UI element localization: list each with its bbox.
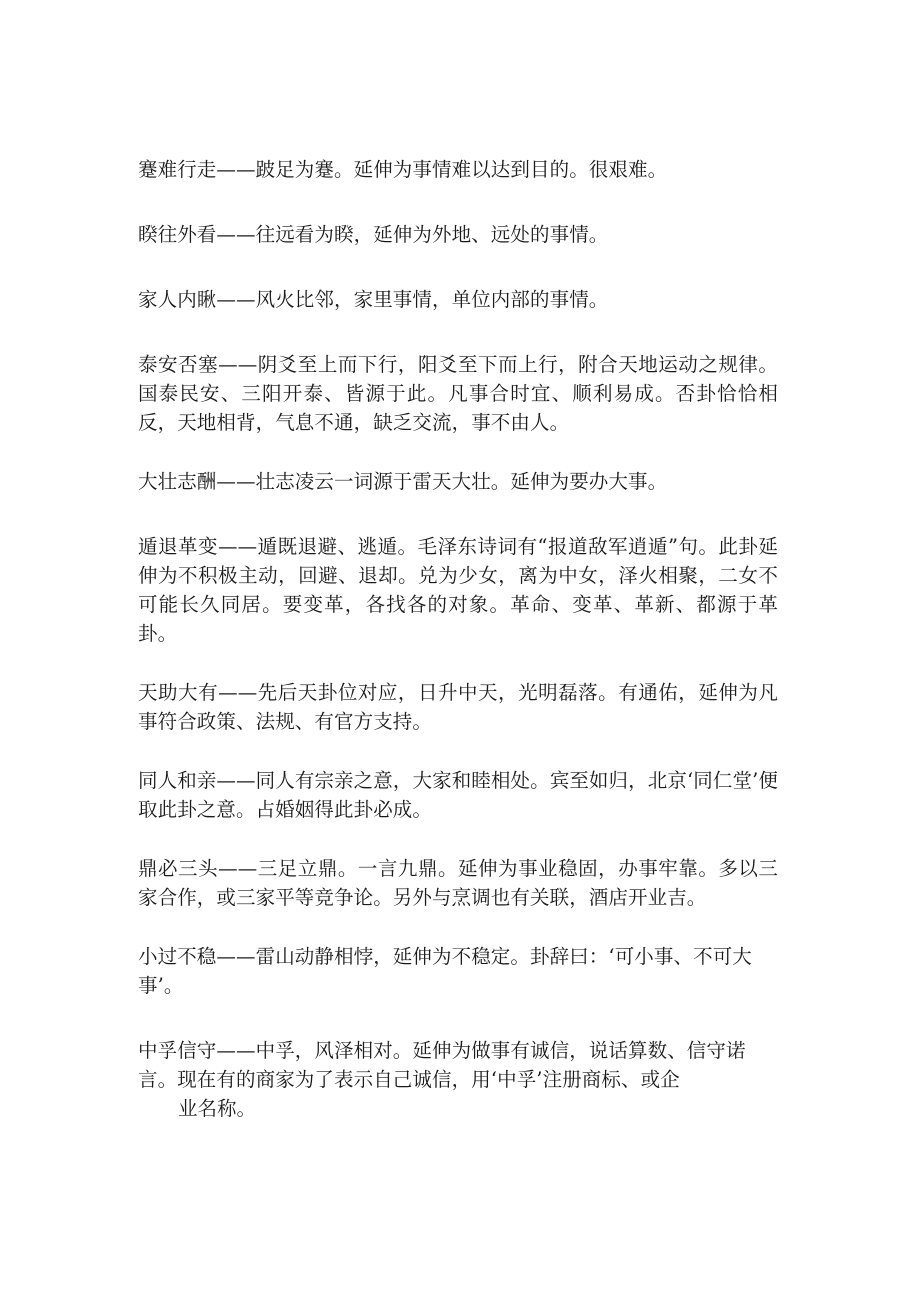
paragraph-zhong-fu-xin-shou-continuation: 业名称。 xyxy=(178,1097,257,1120)
paragraph-zhong-fu-xin-shou-block xyxy=(138,1036,778,1123)
paragraph-ding-bi-san-tou: 鼎必三头——三足立鼎。一言九鼎。延伸为事业稳固，办事牢靠。多以三家合作，或三家平等竞争论。另外与烹调也有关联，酒店开业吉。 xyxy=(138,857,778,909)
document-text-body xyxy=(138,155,778,1123)
paragraph-dun-tui-ge-bian: 遁退革变——遁既退避、逃遁。毛泽东诗词有“报道敌军逍遁”句。此卦延伸为不积极主动，回避、退却。兑为少女，离为中女，泽火相聚，二女不可能长久同居。要变革，各找各的对象。革命、变革、革新、都源于革卦。 xyxy=(138,535,778,645)
paragraph-tian-zhu-da-you: 天助大有——先后天卦位对应，日升中天，光明磊落。有通佑，延伸为凡事符合政策、法规、有官方支持。 xyxy=(138,681,778,733)
paragraph-jian-nan-xing-zou: 蹇难行走——跛足为蹇。延伸为事情难以达到目的。很艰难。 xyxy=(138,158,668,181)
paragraph-xiao-guo-bu-wen: 小过不稳——雷山动静相悖，延伸为不稳定。卦辞曰：‘可小事、不可大事’。 xyxy=(138,945,752,997)
paragraph-kui-wang-wai-kan: 睽往外看——往远看为睽，延伸为外地、远处的事情。 xyxy=(138,223,609,246)
paragraph-tai-an-pi-sai: 泰安否塞——阴爻至上而下行，阳爻至下而上行，附合天地运动之规律。国泰民安、三阳开泰、皆源于此。凡事合时宜、顺利易成。否卦恰恰相反，天地相背，气息不通，缺乏交流，事不由人。 xyxy=(138,353,778,434)
paragraph-da-zhuang-zhi-chou: 大壮志酬——壮志凌云一词源于雷天大壮。延伸为要办大事。 xyxy=(138,470,668,493)
paragraph-jia-ren-nei-chou: 家人内瞅——风火比邻，家里事情，单位内部的事情。 xyxy=(138,288,609,311)
paragraph-zhong-fu-xin-shou: 中孚信守——中孚，风泽相对。延伸为做事有诚信，说话算数、信守诺言。现在有的商家为了表示自己诚信，用‘中孚’注册商标、或企 xyxy=(138,1039,746,1091)
paragraph-tong-ren-he-qin: 同人和亲——同人有宗亲之意，大家和睦相处。宾至如归，北京‘同仁堂’便取此卦之意。占婚姻得此卦必成。 xyxy=(138,769,778,821)
